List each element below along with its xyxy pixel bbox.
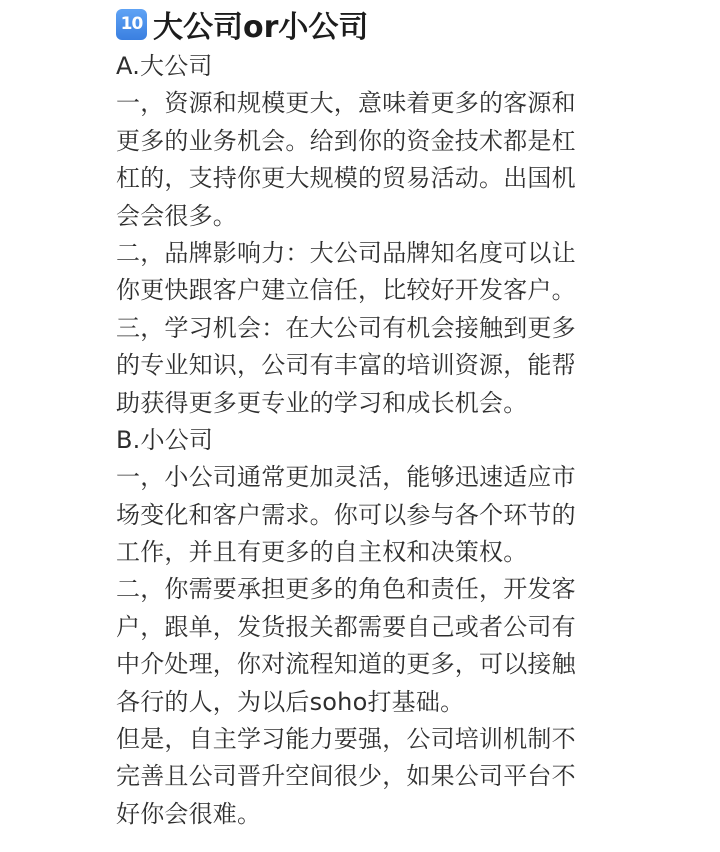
page-title: 大公司or小公司 [153,10,369,45]
text-line: 中介处理，你对流程知道的更多，可以接触 [116,650,576,679]
section-heading-small-company: B.小公司 [116,425,214,454]
text-line: 但是，自主学习能力要强，公司培训机制不 [116,725,576,754]
text-line: 杠的，支持你更大规模的贸易活动。出国机 [116,164,576,193]
section-heading-large-company: A.大公司 [116,52,213,80]
note-body [116,48,596,833]
text-line: 二，品牌影响力：大公司品牌知名度可以让 [116,238,576,267]
text-line: 工作，并且有更多的自主权和决策权。 [116,538,528,567]
text-line: 助获得更多更专业的学习和成长机会。 [116,388,528,417]
text-line: 各行的人，为以后soho打基础。 [116,687,465,716]
text-line: 一，小公司通常更加灵活，能够迅速适应市 [116,463,576,492]
text-line: 好你会很难。 [116,799,262,828]
text-line: 三，学习机会：在大公司有机会接触到更多 [116,313,576,342]
text-line: 户，跟单，发货报关都需要自己或者公司有 [116,612,576,641]
text-line: 完善且公司晋升空间很少，如果公司平台不 [116,762,576,791]
keycap-ten-icon: 10 [116,9,147,40]
text-line: 的专业知识，公司有丰富的培训资源，能帮 [116,351,576,380]
text-line: 更多的业务机会。给到你的资金技术都是杠 [116,126,576,155]
text-line: 场变化和客户需求。你可以参与各个环节的 [116,500,576,529]
text-line: 你更快跟客户建立信任，比较好开发客户。 [116,276,576,305]
title-row [116,4,368,44]
text-line: 二，你需要承担更多的角色和责任，开发客 [116,575,576,604]
text-line: 会会很多。 [116,201,237,230]
text-line: 一，资源和规模更大，意味着更多的客源和 [116,89,576,118]
